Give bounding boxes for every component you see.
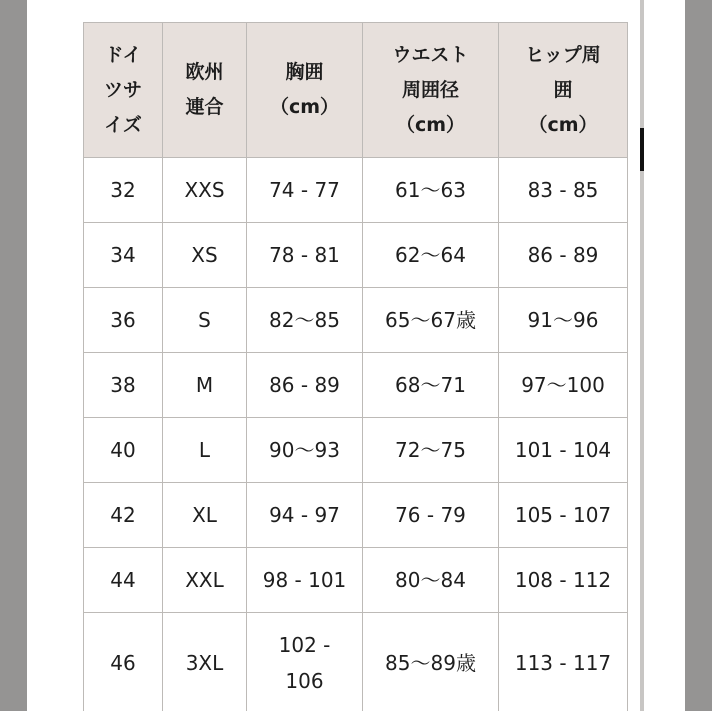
cell-german-size: 32	[84, 158, 163, 223]
right-margin	[685, 0, 712, 711]
cell-chest: 94 - 97	[247, 483, 363, 548]
cell-hip: 91〜96	[499, 288, 628, 353]
cell-german-size: 44	[84, 548, 163, 613]
table-row	[84, 158, 628, 223]
header-line: イズ	[104, 113, 142, 136]
cell-waist: 85〜89歳	[363, 613, 499, 711]
cell-german-size: 40	[84, 418, 163, 483]
header-hip	[499, 23, 628, 158]
cell-eu-size: XS	[163, 223, 247, 288]
cell-chest: 74 - 77	[247, 158, 363, 223]
cell-chest: 78 - 81	[247, 223, 363, 288]
cell-chest	[247, 613, 363, 711]
header-line: ツサ	[103, 78, 142, 101]
table-row	[84, 548, 628, 613]
header-line: 連合	[185, 96, 224, 118]
header-line: （cm）	[528, 113, 598, 136]
cell-waist: 72〜75	[363, 418, 499, 483]
header-line: 囲	[553, 78, 573, 101]
scrollbar-track[interactable]	[640, 0, 644, 711]
table-row	[84, 223, 628, 288]
cell-hip: 86 - 89	[499, 223, 628, 288]
cell-hip: 83 - 85	[499, 158, 628, 223]
header-line: 胸囲	[285, 61, 324, 83]
cell-chest: 86 - 89	[247, 353, 363, 418]
header-waist	[363, 23, 499, 158]
cell-line: 102 -	[278, 632, 331, 657]
cell-eu-size: XXL	[163, 548, 247, 613]
cell-waist: 68〜71	[363, 353, 499, 418]
cell-hip: 97〜100	[499, 353, 628, 418]
left-margin	[0, 0, 27, 711]
cell-waist: 65〜67歳	[363, 288, 499, 353]
table-row	[84, 613, 628, 711]
cell-eu-size: M	[163, 353, 247, 418]
scrollbar-thumb[interactable]	[640, 128, 644, 171]
cell-waist: 80〜84	[363, 548, 499, 613]
size-chart-table	[83, 22, 628, 711]
header-line: ウエスト	[392, 43, 469, 66]
cell-eu-size: S	[163, 288, 247, 353]
header-line: ヒップ周	[525, 43, 601, 66]
header-chest	[247, 23, 363, 158]
cell-hip: 108 - 112	[499, 548, 628, 613]
table-row	[84, 418, 628, 483]
cell-german-size: 36	[84, 288, 163, 353]
cell-hip: 101 - 104	[499, 418, 628, 483]
cell-eu-size: L	[163, 418, 247, 483]
cell-chest: 98 - 101	[247, 548, 363, 613]
header-eu-size	[163, 23, 247, 158]
cell-waist: 61〜63	[363, 158, 499, 223]
header-line: （cm）	[395, 113, 466, 136]
cell-hip: 105 - 107	[499, 483, 628, 548]
cell-hip: 113 - 117	[499, 613, 628, 711]
table-row	[84, 288, 628, 353]
cell-line: 106	[285, 668, 324, 693]
header-line: 欧州	[185, 61, 224, 83]
cell-german-size: 46	[84, 613, 163, 711]
header-line: （cm）	[269, 96, 340, 118]
cell-chest: 82〜85	[247, 288, 363, 353]
cell-eu-size: XXS	[163, 158, 247, 223]
header-line: ドイ	[104, 43, 142, 66]
cell-german-size: 38	[84, 353, 163, 418]
cell-eu-size: XL	[163, 483, 247, 548]
cell-waist: 62〜64	[363, 223, 499, 288]
cell-eu-size: 3XL	[163, 613, 247, 711]
cell-chest: 90〜93	[247, 418, 363, 483]
table-row	[84, 353, 628, 418]
header-german-size	[84, 23, 163, 158]
header-row	[84, 23, 628, 158]
table-row	[84, 483, 628, 548]
cell-german-size: 42	[84, 483, 163, 548]
header-line: 周囲径	[401, 78, 459, 101]
cell-waist: 76 - 79	[363, 483, 499, 548]
cell-german-size: 34	[84, 223, 163, 288]
